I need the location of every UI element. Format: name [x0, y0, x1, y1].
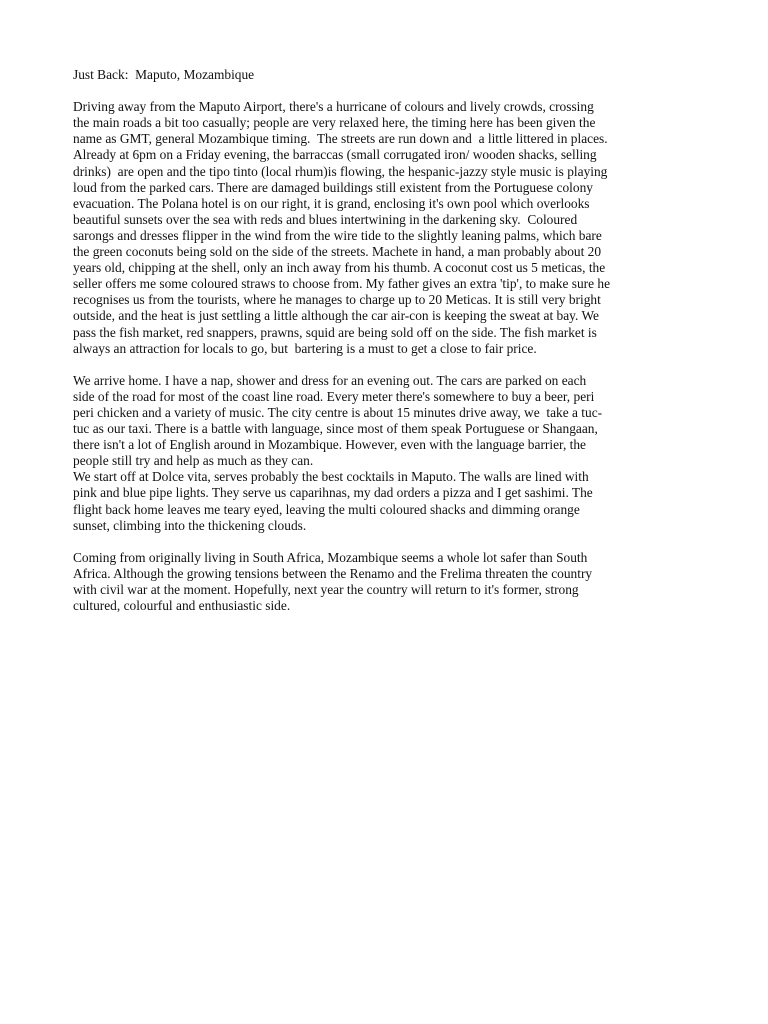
- text-line: always an attraction for locals to go, but bartering is a must to get a close to fair price.: [73, 340, 537, 356]
- text-line: We start off at Dolce vita, serves probably the best cocktails in Maputo. The walls are lined with: [73, 469, 589, 485]
- text-line: side of the road for most of the coast line road. Every meter there's somewhere to buy a beer, peri: [73, 388, 595, 404]
- document-title: Just Back: Maputo, Mozambique: [73, 67, 255, 82]
- text-line: name as GMT, general Mozambique timing. The streets are run down and a little littered in places.: [73, 131, 608, 147]
- paragraph-spacer: [73, 83, 713, 99]
- text-line: Driving away from the Maputo Airport, there's a hurricane of colours and lively crowds, crossing: [73, 99, 594, 115]
- text-line: loud from the parked cars. There are damaged buildings still existent from the Portuguese colony: [73, 179, 593, 195]
- paragraph-4: [73, 550, 713, 614]
- text-line: tuc as our taxi. There is a battle with language, since most of them speak Portuguese or Shangaan,: [73, 421, 598, 437]
- text-line: Already at 6pm on a Friday evening, the barraccas (small corrugated iron/ wooden shacks, selling: [73, 147, 597, 163]
- text-line: Africa. Although the growing tensions between the Renamo and the Frelima threaten the country: [73, 565, 593, 581]
- text-line: with civil war at the moment. Hopefully, next year the country will return to it's former, strong: [73, 582, 579, 597]
- text-line: pass the fish market, red snappers, prawns, squid are being sold off on the side. The fish market is: [73, 324, 597, 340]
- text-line: outside, and the heat is just settling a little although the car air-con is keeping the sweat at bay. We: [73, 308, 599, 324]
- paragraph-2: [73, 373, 713, 470]
- text-line: peri chicken and a variety of music. The city centre is about 15 minutes drive away, we take a tuc-: [73, 404, 603, 420]
- text-line: recognises us from the tourists, where he manages to charge up to 20 Meticas. It is still very bright: [73, 292, 601, 308]
- text-line: pink and blue pipe lights. They serve us caparihnas, my dad orders a pizza and I get sashimi. The: [73, 485, 593, 501]
- text-line: people still try and help as much as they can.: [73, 453, 314, 469]
- text-line: evacuation. The Polana hotel is on our right, it is grand, enclosing it's own pool which overlooks: [73, 195, 590, 211]
- paragraph-1: [73, 99, 713, 357]
- text-line: sunset, climbing into the thickening clouds.: [73, 517, 307, 533]
- text-line: seller offers me some coloured straws to choose from. My father gives an extra 'tip', to make sure he: [73, 276, 611, 292]
- text-line: sarongs and dresses flipper in the wind from the wire tide to the slightly leaning palms, which bare: [73, 227, 602, 243]
- text-line: flight back home leaves me teary eyed, leaving the multi coloured shacks and dimming orange: [73, 501, 580, 517]
- text-line: years old, chipping at the shell, only an inch away from his thumb. A coconut cost us 5 meticas, the: [73, 260, 606, 276]
- text-line: drinks) are open and the tipo tinto (local rhum)is flowing, the hespanic-jazzy style music is playing: [73, 163, 608, 179]
- text-line: We arrive home. I have a nap, shower and dress for an evening out. The cars are parked on each: [73, 372, 587, 388]
- text-line: there isn't a lot of English around in Mozambique. However, even with the language barrier, the: [73, 437, 587, 453]
- text-line: Coming from originally living in South Africa, Mozambique seems a whole lot safer than South: [73, 549, 588, 565]
- document-body: [73, 67, 713, 614]
- paragraph-spacer: [73, 534, 713, 550]
- text-line: the main roads a bit too casually; people are very relaxed here, the timing here has been given the: [73, 115, 596, 131]
- text-line: beautiful sunsets over the sea with reds and blues intertwining in the darkening sky. Coloured: [73, 211, 578, 227]
- text-line: the green coconuts being sold on the side of the streets. Machete in hand, a man probably about 20: [73, 244, 602, 260]
- text-line: cultured, colourful and enthusiastic side.: [73, 598, 291, 614]
- paragraph-3: [73, 469, 713, 533]
- paragraph-spacer: [73, 357, 713, 373]
